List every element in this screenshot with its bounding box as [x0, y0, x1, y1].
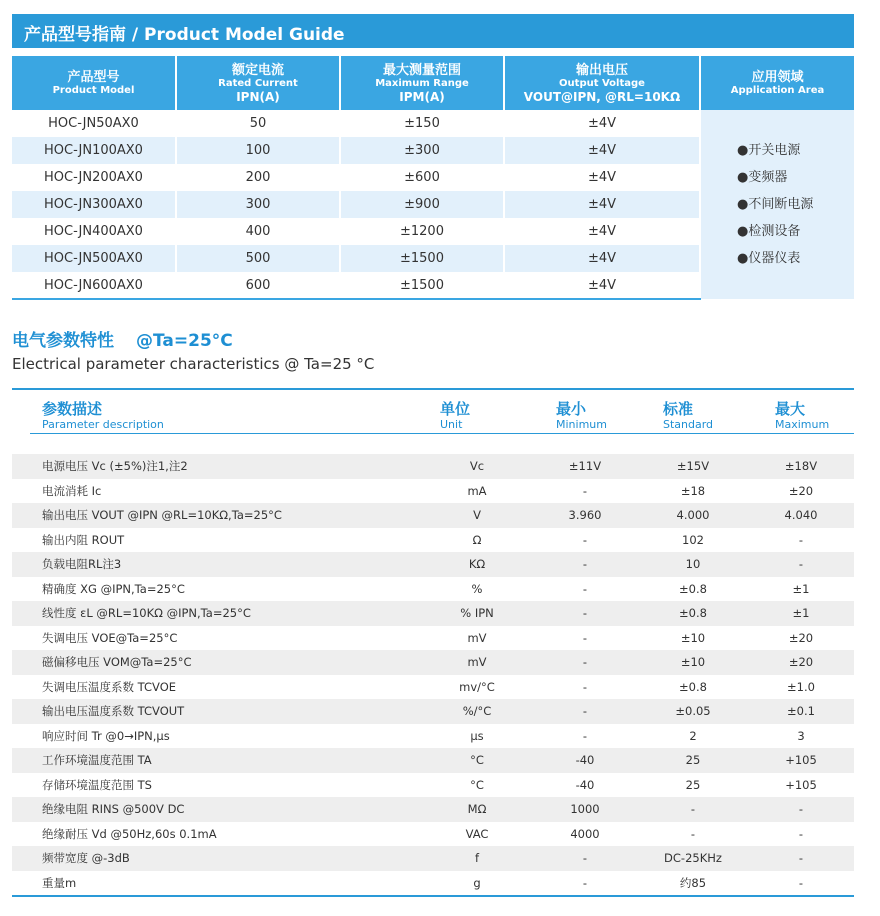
header-unit: IPN(A)	[236, 89, 280, 104]
model-row	[12, 110, 854, 137]
param-unit: V	[422, 503, 532, 528]
rated-cell: 200	[176, 164, 340, 191]
rated-cell: 600	[176, 272, 340, 299]
header-minimum	[556, 400, 607, 432]
param-description: 工作环境温度范围 TA	[12, 748, 422, 773]
param-min: -40	[575, 777, 595, 792]
param-unit: °C	[470, 777, 484, 792]
param-max: ±1	[792, 581, 810, 596]
param-min: -	[582, 532, 588, 547]
header-en: Minimum	[556, 418, 607, 431]
range-cell: ±600	[340, 164, 504, 191]
param-std: 10	[638, 552, 748, 577]
param-min: -	[582, 630, 588, 645]
model-cell: HOC-JN200AX0	[12, 164, 176, 191]
param-description: 电流消耗 Ic	[42, 483, 102, 498]
header-cn: 参数描述	[42, 400, 103, 418]
application-item: ●开关电源	[737, 143, 801, 158]
param-max: ±20	[748, 650, 854, 675]
param-std: ±0.8	[638, 601, 748, 626]
rated-cell: 100	[176, 137, 340, 164]
header-output-voltage	[504, 56, 700, 110]
range-cell: ±300	[340, 137, 504, 164]
param-min: 3.960	[532, 503, 638, 528]
param-max: ±1.0	[787, 679, 815, 694]
param-std: ±0.8	[679, 581, 707, 596]
param-row	[12, 626, 854, 651]
param-description: 输出内阻 ROUT	[42, 532, 125, 547]
range-cell: ±1500	[340, 272, 504, 299]
param-description: 精确度 XG @IPN,Ta=25°C	[42, 581, 185, 596]
param-row	[12, 601, 854, 626]
param-description: 失调电压温度系数 TCVOE	[42, 679, 177, 694]
header-en: Rated Current	[218, 77, 298, 89]
model-header-row	[12, 56, 854, 110]
param-std: -	[638, 797, 748, 822]
header-cn: 应用领域	[751, 69, 804, 85]
header-maximum	[775, 400, 829, 432]
param-unit: g	[473, 875, 481, 890]
output-cell: ±4V	[504, 137, 700, 164]
param-max: -	[798, 826, 804, 841]
range-cell: ±900	[340, 191, 504, 218]
param-description: 电源电压 Vc (±5%)注1,注2	[12, 454, 422, 479]
param-description: 绝缘电阻 RINS @500V DC	[12, 797, 422, 822]
header-cn: 单位	[440, 400, 471, 418]
application-item: ●检测设备	[737, 224, 801, 239]
param-min: -	[582, 581, 588, 596]
header-application-area	[700, 56, 854, 110]
header-cn: 最大	[775, 400, 806, 418]
param-max: -	[798, 875, 804, 890]
param-unit: Vc	[422, 454, 532, 479]
param-row	[12, 773, 854, 798]
page-banner	[12, 14, 854, 48]
header-cn: 标准	[663, 400, 694, 418]
header-cn: 输出电压	[575, 62, 628, 78]
header-en: Maximum Range	[375, 77, 469, 89]
header-en: Unit	[440, 418, 463, 431]
param-min: -	[582, 875, 588, 890]
param-max: +105	[748, 748, 854, 773]
param-unit: mv/°C	[459, 679, 495, 694]
section-title-condition: @Ta=25°C	[136, 331, 233, 351]
param-std: ±0.8	[679, 679, 707, 694]
product-model-table	[12, 56, 854, 300]
param-unit: f	[422, 846, 532, 871]
param-max: 3	[797, 728, 805, 743]
param-header	[12, 390, 854, 442]
param-row	[12, 699, 854, 724]
param-unit: mV	[422, 650, 532, 675]
param-max: +105	[785, 777, 817, 792]
header-divider	[30, 433, 854, 434]
param-std: ±10	[680, 630, 706, 645]
param-row	[12, 748, 854, 773]
param-min: -	[532, 846, 638, 871]
output-cell: ±4V	[504, 164, 700, 191]
param-unit: KΩ	[422, 552, 532, 577]
param-min: -	[532, 552, 638, 577]
param-description: 绝缘耐压 Vd @50Hz,60s 0.1mA	[42, 826, 217, 841]
param-unit: °C	[422, 748, 532, 773]
header-product-model	[12, 56, 176, 110]
output-cell: ±4V	[504, 218, 700, 245]
param-row	[12, 724, 854, 749]
param-row	[12, 577, 854, 602]
param-max: -	[748, 797, 854, 822]
param-unit: mA	[467, 483, 487, 498]
model-cell: HOC-JN600AX0	[12, 272, 176, 299]
param-std: 4.000	[638, 503, 748, 528]
application-item: ●不间断电源	[737, 197, 814, 212]
rated-cell: 400	[176, 218, 340, 245]
param-description: 响应时间 Tr @0→IPN,μs	[42, 728, 170, 743]
output-cell: ±4V	[504, 191, 700, 218]
application-list	[700, 110, 854, 299]
param-unit: mV	[467, 630, 487, 645]
param-std: DC-25KHz	[638, 846, 748, 871]
param-std: 25	[685, 777, 701, 792]
header-rated-current	[176, 56, 340, 110]
param-row	[12, 675, 854, 700]
param-unit: %	[471, 581, 483, 596]
section-title-cn: 电气参数特性	[12, 331, 114, 351]
param-min: 1000	[532, 797, 638, 822]
param-description: 输出电压温度系数 TCVOUT	[12, 699, 422, 724]
header-unit	[440, 400, 470, 432]
range-cell: ±1500	[340, 245, 504, 272]
header-cn: 最小	[556, 400, 587, 418]
model-cell: HOC-JN300AX0	[12, 191, 176, 218]
param-min: -	[582, 679, 588, 694]
application-item: ●变频器	[737, 170, 788, 185]
header-unit: IPM(A)	[399, 89, 445, 104]
model-cell: HOC-JN400AX0	[12, 218, 176, 245]
param-max: -	[798, 532, 804, 547]
model-cell: HOC-JN100AX0	[12, 137, 176, 164]
param-min: ±11V	[532, 454, 638, 479]
application-item: ●仪器仪表	[737, 251, 801, 266]
param-row	[12, 503, 854, 528]
param-description: 重量m	[42, 875, 77, 890]
header-standard	[663, 400, 713, 432]
header-cn: 额定电流	[231, 62, 284, 78]
param-row	[12, 479, 854, 504]
header-en: Maximum	[775, 418, 830, 431]
output-cell: ±4V	[504, 110, 700, 137]
param-row	[12, 871, 854, 896]
param-max: ±20	[788, 483, 814, 498]
param-unit: μs	[470, 728, 484, 743]
section-subtitle: Electrical parameter characteristics @ Ta=25 °C	[12, 355, 375, 373]
param-rows	[12, 454, 854, 895]
header-en: Parameter description	[42, 418, 164, 431]
param-min: -	[532, 650, 638, 675]
param-unit: Ω	[472, 532, 482, 547]
range-cell: ±150	[340, 110, 504, 137]
rated-cell: 500	[176, 245, 340, 272]
header-cn: 最大测量范围	[382, 62, 461, 78]
header-en: Output Voltage	[559, 77, 645, 89]
param-row	[12, 650, 854, 675]
header-max-range	[340, 56, 504, 110]
param-description: 输出电压 VOUT @IPN @RL=10KΩ,Ta=25°C	[12, 503, 422, 528]
param-std: ±10	[638, 650, 748, 675]
param-row	[12, 822, 854, 847]
electrical-parameter-table	[12, 388, 854, 897]
output-cell: ±4V	[504, 245, 700, 272]
param-std: -	[690, 826, 696, 841]
header-en: Application Area	[730, 84, 825, 96]
param-max: 4.040	[748, 503, 854, 528]
param-unit: MΩ	[422, 797, 532, 822]
param-min: -	[532, 601, 638, 626]
table-bottom-rule	[12, 895, 854, 897]
param-row	[12, 552, 854, 577]
param-unit: VAC	[465, 826, 489, 841]
banner-title: 产品型号指南 / Product Model Guide	[24, 25, 345, 45]
param-description: 存储环境温度范围 TS	[42, 777, 152, 792]
param-max: ±20	[788, 630, 814, 645]
param-row	[12, 528, 854, 553]
param-row	[12, 454, 854, 479]
param-std: 约85	[679, 875, 707, 890]
param-std: ±0.05	[638, 699, 748, 724]
param-min: -	[532, 699, 638, 724]
range-cell: ±1200	[340, 218, 504, 245]
param-max: -	[748, 552, 854, 577]
section-title	[12, 326, 233, 351]
header-en: Standard	[663, 418, 714, 431]
param-std: ±15V	[638, 454, 748, 479]
header-cn: 产品型号	[67, 69, 120, 85]
rated-cell: 50	[176, 110, 340, 137]
model-cell: HOC-JN50AX0	[12, 110, 176, 137]
param-max: ±18V	[748, 454, 854, 479]
param-min: -	[582, 728, 588, 743]
header-parameter-description	[42, 400, 164, 432]
param-unit: %/°C	[422, 699, 532, 724]
param-max: ±1	[748, 601, 854, 626]
header-unit: VOUT@IPN, @RL=10KΩ	[523, 89, 681, 104]
param-min: -40	[532, 748, 638, 773]
param-row	[12, 797, 854, 822]
param-unit: % IPN	[422, 601, 532, 626]
param-std: 25	[638, 748, 748, 773]
param-std: ±18	[680, 483, 706, 498]
param-description: 失调电压 VOE@Ta=25°C	[42, 630, 178, 645]
output-cell: ±4V	[504, 272, 700, 299]
param-min: 4000	[570, 826, 600, 841]
param-row	[12, 846, 854, 871]
param-max: -	[748, 846, 854, 871]
header-en: Product Model	[52, 84, 135, 96]
param-std: 102	[682, 532, 704, 547]
param-std: 2	[689, 728, 697, 743]
param-max: ±0.1	[748, 699, 854, 724]
param-min: -	[582, 483, 588, 498]
param-description: 频带宽度 @-3dB	[12, 846, 422, 871]
param-description: 负载电阻RL注3	[12, 552, 422, 577]
param-description: 线性度 εL @RL=10KΩ @IPN,Ta=25°C	[12, 601, 422, 626]
rated-cell: 300	[176, 191, 340, 218]
param-description: 磁偏移电压 VOM@Ta=25°C	[12, 650, 422, 675]
model-cell: HOC-JN500AX0	[12, 245, 176, 272]
